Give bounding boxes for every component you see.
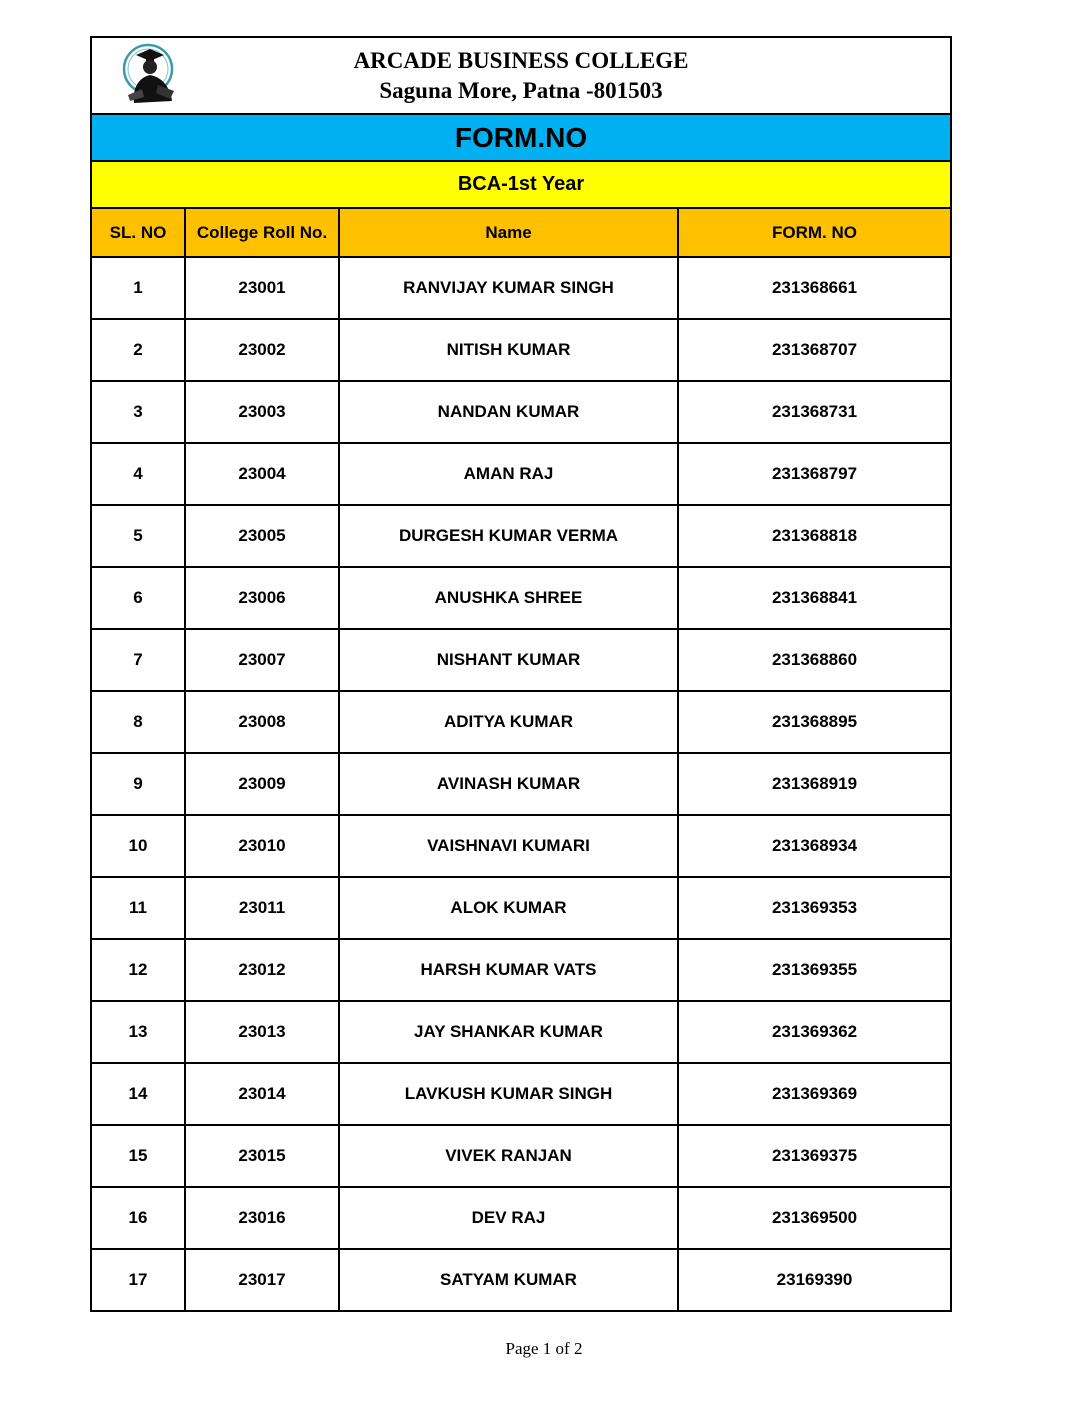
roll-no-cell: 23016 [185, 1187, 339, 1249]
sl-no-cell: 9 [91, 753, 185, 815]
table-row [91, 1001, 951, 1063]
form-no-cell: 231368860 [678, 629, 951, 691]
form-no-cell: 231368661 [678, 257, 951, 319]
form-number-table [90, 36, 952, 1312]
sl-no-cell: 7 [91, 629, 185, 691]
table-row [91, 567, 951, 629]
sl-no-cell: 3 [91, 381, 185, 443]
student-name-cell: RANVIJAY KUMAR SINGH [339, 257, 678, 319]
column-header-row [91, 208, 951, 257]
roll-no-cell: 23006 [185, 567, 339, 629]
table-row [91, 505, 951, 567]
form-no-cell: 231368707 [678, 319, 951, 381]
table-row [91, 877, 951, 939]
student-name-cell: DURGESH KUMAR VERMA [339, 505, 678, 567]
title-row [91, 114, 951, 161]
sl-no-cell: 10 [91, 815, 185, 877]
roll-no-cell: 23007 [185, 629, 339, 691]
roll-no-cell: 23005 [185, 505, 339, 567]
table-row [91, 1249, 951, 1311]
sl-no-cell: 4 [91, 443, 185, 505]
college-address: Saguna More, Patna -801503 [379, 77, 663, 103]
table-row [91, 753, 951, 815]
roll-no-cell: 23012 [185, 939, 339, 1001]
graduate-logo-icon [118, 41, 186, 109]
student-name-cell: JAY SHANKAR KUMAR [339, 1001, 678, 1063]
student-name-cell: NANDAN KUMAR [339, 381, 678, 443]
form-no-cell: 231369362 [678, 1001, 951, 1063]
roll-no-cell: 23010 [185, 815, 339, 877]
form-no-cell: 231369375 [678, 1125, 951, 1187]
form-no-cell: 231369353 [678, 877, 951, 939]
form-no-cell: 231368797 [678, 443, 951, 505]
form-no-cell: 231368934 [678, 815, 951, 877]
form-no-cell: 23169390 [678, 1249, 951, 1311]
college-header-cell [91, 37, 951, 114]
sl-no-cell: 14 [91, 1063, 185, 1125]
form-title: FORM.NO [91, 114, 951, 161]
form-no-cell: 231368919 [678, 753, 951, 815]
table-row [91, 691, 951, 753]
form-no-cell: 231368731 [678, 381, 951, 443]
column-header-form-no: FORM. NO [678, 208, 951, 257]
roll-no-cell: 23003 [185, 381, 339, 443]
sl-no-cell: 6 [91, 567, 185, 629]
table-row [91, 381, 951, 443]
column-header-name: Name [339, 208, 678, 257]
sl-no-cell: 13 [91, 1001, 185, 1063]
student-name-cell: AMAN RAJ [339, 443, 678, 505]
column-header-sl-no: SL. NO [91, 208, 185, 257]
table-row [91, 815, 951, 877]
table-row [91, 1187, 951, 1249]
student-name-cell: VAISHNAVI KUMARI [339, 815, 678, 877]
form-no-cell: 231368841 [678, 567, 951, 629]
table-row [91, 939, 951, 1001]
table-row [91, 257, 951, 319]
sl-no-cell: 1 [91, 257, 185, 319]
student-name-cell: HARSH KUMAR VATS [339, 939, 678, 1001]
sl-no-cell: 17 [91, 1249, 185, 1311]
student-name-cell: DEV RAJ [339, 1187, 678, 1249]
sl-no-cell: 15 [91, 1125, 185, 1187]
form-no-cell: 231369369 [678, 1063, 951, 1125]
column-header-roll-no: College Roll No. [185, 208, 339, 257]
page-number: Page 1 of 2 [505, 1339, 583, 1358]
student-name-cell: ANUSHKA SHREE [339, 567, 678, 629]
roll-no-cell: 23008 [185, 691, 339, 753]
college-header-row [91, 37, 951, 114]
roll-no-cell: 23011 [185, 877, 339, 939]
college-name: ARCADE BUSINESS COLLEGE [353, 47, 689, 73]
student-name-cell: ADITYA KUMAR [339, 691, 678, 753]
student-name-cell: LAVKUSH KUMAR SINGH [339, 1063, 678, 1125]
table-row [91, 319, 951, 381]
sl-no-cell: 11 [91, 877, 185, 939]
roll-no-cell: 23009 [185, 753, 339, 815]
student-name-cell: VIVEK RANJAN [339, 1125, 678, 1187]
table-row [91, 1125, 951, 1187]
course-title: BCA-1st Year [91, 161, 951, 208]
roll-no-cell: 23015 [185, 1125, 339, 1187]
sl-no-cell: 8 [91, 691, 185, 753]
student-name-cell: SATYAM KUMAR [339, 1249, 678, 1311]
form-no-cell: 231369355 [678, 939, 951, 1001]
course-row [91, 161, 951, 208]
roll-no-cell: 23013 [185, 1001, 339, 1063]
sl-no-cell: 12 [91, 939, 185, 1001]
student-name-cell: ALOK KUMAR [339, 877, 678, 939]
student-name-cell: NITISH KUMAR [339, 319, 678, 381]
table-row [91, 443, 951, 505]
sl-no-cell: 2 [91, 319, 185, 381]
student-name-cell: NISHANT KUMAR [339, 629, 678, 691]
sl-no-cell: 16 [91, 1187, 185, 1249]
roll-no-cell: 23004 [185, 443, 339, 505]
form-no-cell: 231369500 [678, 1187, 951, 1249]
roll-no-cell: 23001 [185, 257, 339, 319]
sl-no-cell: 5 [91, 505, 185, 567]
table-row [91, 629, 951, 691]
roll-no-cell: 23002 [185, 319, 339, 381]
form-no-cell: 231368818 [678, 505, 951, 567]
roll-no-cell: 23017 [185, 1249, 339, 1311]
roll-no-cell: 23014 [185, 1063, 339, 1125]
table-row [91, 1063, 951, 1125]
form-no-cell: 231368895 [678, 691, 951, 753]
student-name-cell: AVINASH KUMAR [339, 753, 678, 815]
